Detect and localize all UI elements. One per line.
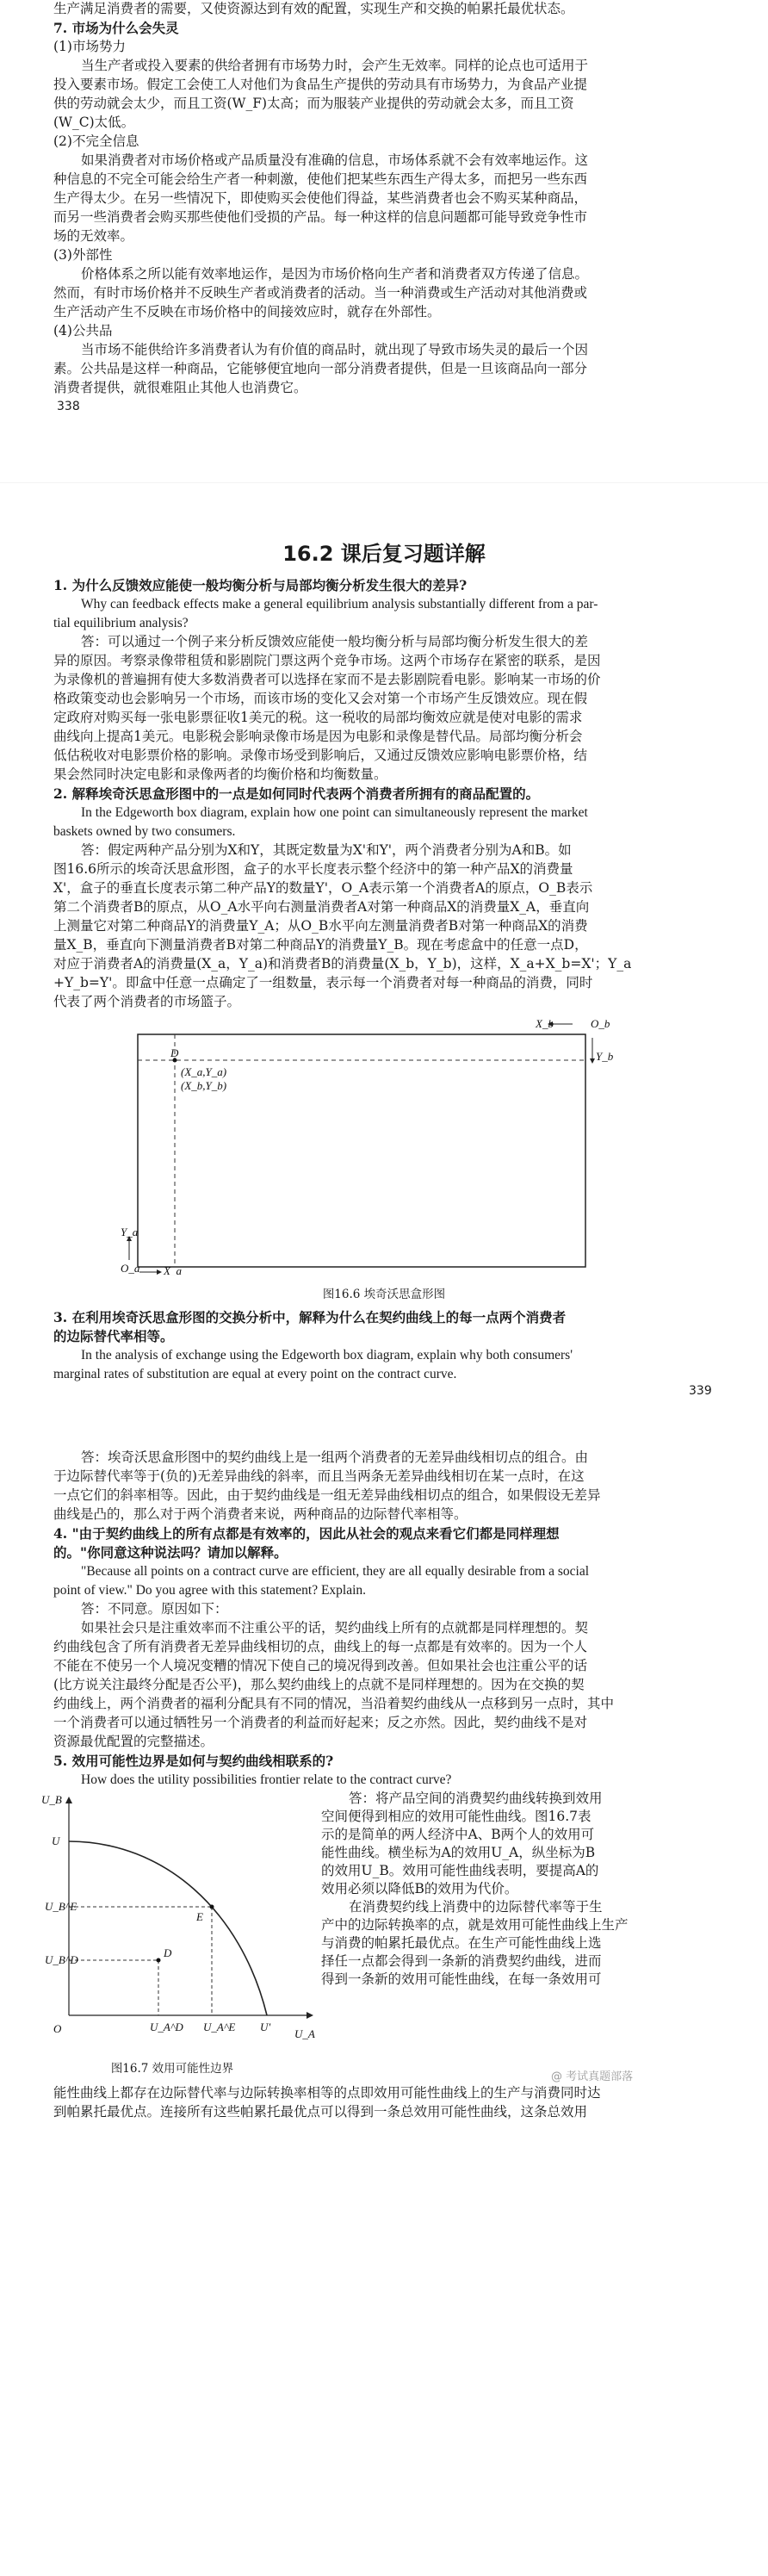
subsection-heading: (2)不完全信息: [53, 133, 139, 149]
question-3-english: In the analysis of exchange using the Edgeworth box diagram, explain why both consumers': [81, 1348, 573, 1362]
question-4-title: 4. "由于契约曲线上的所有点都是有效率的，因此从社会的观点来看它们都是同样理想: [53, 1525, 560, 1542]
label-u: U: [52, 1834, 60, 1847]
text-line: 当市场不能供给许多消费者认为有价值的商品时，就出现了导致市场失灵的最后一个因: [81, 342, 589, 357]
label-xa: X_a: [164, 1264, 182, 1276]
answer-line: +Y_b=Y'。即盒中任意一点确定了一组数量，表示每一个消费者对每一种商品的消费，同时: [53, 975, 593, 990]
text-line: (W_C)太低。: [53, 115, 135, 130]
text-line: 生产得太少。在另一些情况下，即使购买会使他们得益，某些消费者也会不购买某种商品，: [53, 190, 588, 206]
question-5-title: 5. 效用可能性边界是如何与契约曲线相联系的?: [53, 1753, 334, 1769]
label-xb: X_b: [536, 1017, 554, 1030]
text-line: 价格体系之所以能有效率地运作，是因为市场价格向生产者和消费者双方传递了信息。: [81, 266, 589, 282]
label-ub-e: U_B^E: [45, 1900, 77, 1913]
utility-frontier-curve: [69, 1841, 267, 2015]
section-title: 16.2 课后复习题详解: [282, 542, 486, 566]
answer-line: 曲线向上提高1美元。电影税会影响录像市场是因为电影和录像是替代品。局部均衡分析会: [53, 729, 583, 744]
answer-line: 于边际替代率等于(负的)无差异曲线的斜率，而且当两条无差异曲线相切在某一点时，在这: [53, 1468, 585, 1484]
answer-line: X'，盒子的垂直长度表示第二种产品Y的数量Y'，O_A表示第一个消费者A的原点，O_B表示: [53, 880, 593, 896]
figure-caption: 图16.7 效用可能性边界: [110, 2062, 234, 2076]
answer-line: 的效用U_B。效用可能性曲线表明，要提高A的: [321, 1863, 599, 1878]
section-heading: 7. 市场为什么会失灵: [53, 20, 179, 36]
text-line: 当生产者或投入要素的供给者拥有市场势力时，会产生无效率。同样的论点也可适用于: [81, 58, 589, 73]
figure-caption: 图16.6 埃奇沃思盒形图: [322, 1288, 446, 1301]
page-338: [0, 0, 768, 482]
question-2-english: baskets owned by two consumers.: [53, 824, 236, 839]
label-ub: U_B: [41, 1793, 62, 1806]
answer-line: 得到一条新的效用可能性曲线，在每一条效用可: [321, 1971, 602, 1987]
answer-line: 第二个消费者B的原点，从O_A水平向右测量消费者A对第一种商品X的消费量X_A，垂直向: [53, 899, 590, 915]
answer-line: 异的原因。考察录像带租赁和影剧院门票这两个竞争市场。这两个市场存在紧密的联系，是因: [53, 653, 601, 668]
answer-line: 为录像机的普遍拥有使大多数消费者可以选择在家而不是去影剧院看电影。影响某一市场的价: [53, 672, 601, 687]
question-3-english: marginal rates of substitution are equal at every point on the contract curve.: [53, 1367, 457, 1381]
answer-line: 择任一点都会得到一条新的消费契约曲线，进而: [321, 1953, 602, 1969]
utility-frontier-figure: [34, 1790, 319, 2048]
label-ua-d: U_A^D: [150, 2020, 183, 2033]
answer-line: 不能在不使另一个人境况变糟的情况下使自己的境况得到改善。但如果社会也注重公平的话: [53, 1658, 588, 1673]
answer-line: 与消费的帕累托最优点。在生产可能性曲线上选: [321, 1935, 602, 1951]
answer-line: 代表了两个消费者的市场篮子。: [53, 994, 241, 1009]
text-line: 场的无效率。: [53, 228, 134, 244]
answer-line: 定政府对购买每一张电影票征收1美元的税。这一税收的局部均衡效应就是使对电影的需求: [53, 710, 583, 725]
point-e: [210, 1905, 214, 1909]
label-ub-d: U_B^D: [45, 1953, 78, 1966]
text-line: 而另一些消费者会购买那些使他们受损的产品。每一种这样的信息问题都可能导致竞争性市: [53, 209, 588, 225]
label-u-prime: U': [260, 2020, 271, 2033]
question-1-english: tial equilibrium analysis?: [53, 616, 189, 630]
label-yb: Y_b: [596, 1050, 614, 1063]
edgeworth-box-figure: [121, 1017, 637, 1276]
page-number: 338: [57, 400, 80, 413]
axis-arrow: [65, 1797, 72, 1803]
subsection-heading: (1)市场势力: [53, 39, 126, 54]
question-3-title: 3. 在利用埃奇沃思盒形图的交换分析中，解释为什么在契约曲线上的每一点两个消费者: [53, 1309, 567, 1325]
subsection-heading: (4)公共品: [53, 323, 113, 338]
question-4-english: "Because all points on a contract curve are efficient, they are all equally desirable from a social: [81, 1564, 590, 1579]
question-2-title: 2. 解释埃奇沃思盒形图中的一点是如何同时代表两个消费者所拥有的商品配置的。: [53, 785, 540, 802]
label-ob: O_b: [591, 1017, 610, 1030]
answer-line: 约曲线上，两个消费者的福利分配具有不同的情况，当沿着契约曲线从一点移到另一点时，其中: [53, 1696, 615, 1711]
answer-line: 答：埃奇沃思盒形图中的契约曲线上是一组两个消费者的无差异曲线相切点的组合。由: [81, 1449, 589, 1465]
answer-line: (比方说关注最终分配是否公平)，那么契约曲线上的点就不是同样理想的。因为在交换的契: [53, 1677, 585, 1692]
page-340: [0, 1404, 768, 2576]
answer-line: 曲线是凸的，那么对于两个消费者来说，两种商品的边际替代率相等。: [53, 1506, 468, 1522]
question-1-title: 1. 为什么反馈效应能使一般均衡分析与局部均衡分析发生很大的差异?: [53, 577, 468, 593]
axis-arrow: [307, 2012, 313, 2019]
label-e: E: [196, 1910, 203, 1923]
answer-line: 对应于消费者A的消费量(X_a，Y_a)和消费者B的消费量(X_b，Y_b)，这样，X_a+X_b=X'；Y_a: [53, 956, 632, 971]
answer-line: 果会然同时决定电影和录像两者的均衡价格和均衡数量。: [53, 767, 387, 782]
text-line: 消费者提供，就很难阻止其他人也消费它。: [53, 380, 307, 395]
arrow-head: [157, 1269, 162, 1275]
watermark: @ 考试真题部落: [551, 2070, 634, 2083]
answer-line: 答：可以通过一个例子来分析反馈效应能使一般均衡分析与局部均衡分析发生很大的差: [81, 634, 589, 649]
answer-line: 示的是简单的两人经济中A、B两个人的效用可: [321, 1827, 595, 1842]
question-4-english: point of view." Do you agree with this statement? Explain.: [53, 1583, 367, 1598]
answer-line: 上测量它对第二种商品Y的消费量Y_A；从O_B水平向左测量消费者B对第一种商品X的消费: [53, 918, 588, 934]
text-line: 投入要素市场。假定工会使工人对他们为食品生产提供的劳动具有市场势力，为食品产业提: [53, 77, 588, 92]
answer-line: 图16.6所示的埃奇沃思盒形图，盒子的水平长度表示整个经济中的第一种产品X的消费量: [53, 861, 573, 877]
answer-wrap-column: [321, 1790, 717, 1989]
question-1-english: Why can feedback effects make a general equilibrium analysis substantially different from a par-: [81, 597, 598, 611]
question-3-title: 的边际替代率相等。: [53, 1328, 174, 1344]
question-2-english: In the Edgeworth box diagram, explain how one point can simultaneously represent the market: [81, 805, 588, 820]
answer-line: 如果社会只是注重效率而不注重公平的话，契约曲线上所有的点就都是同样理想的。契: [81, 1620, 589, 1636]
label-d: D: [164, 1946, 172, 1959]
label-xa-ya: (X_a,Y_a): [181, 1065, 227, 1078]
text-line: 种信息的不完全可能会给生产者一种刺激，使他们把某些东西生产得太多，而把另一些东西: [53, 171, 588, 187]
answer-line: 能性曲线。横坐标为A的效用U_A，纵坐标为B: [321, 1845, 596, 1860]
label-oa: O_a: [121, 1262, 140, 1275]
label-xb-yb: (X_b,Y_b): [181, 1079, 227, 1092]
label-d: D: [170, 1046, 179, 1059]
answer-line: 一点它们的斜率相等。因此，由于契约曲线是一组无差异曲线相切点的组合，如果假设无差异: [53, 1487, 601, 1503]
label-ua: U_A: [294, 2027, 315, 2040]
answer-line: 答：假定两种产品分别为X和Y，其既定数量为X'和Y'，两个消费者分别为A和B。如: [81, 842, 572, 858]
label-ya: Y_a: [121, 1226, 139, 1238]
answer-line: 格政策变动也会影响另一个市场，而该市场的变化又会对第一个市场产生反馈效应。现在假: [53, 691, 588, 706]
answer-line: 在消费契约线上消费中的边际替代率等于生: [349, 1899, 603, 1915]
answer-line: 一个消费者可以通过牺牲另一个消费者的利益而好起来；反之亦然。因此，契约曲线不是对: [53, 1715, 588, 1730]
answer-line: 效用必须以降低B的效用为代价。: [321, 1881, 518, 1896]
text-line: 供的劳动就会太少，而且工资(W_F)太高；而为服装产业提供的劳动就会太多，而且工资: [53, 96, 574, 111]
subsection-heading: (3)外部性: [53, 247, 113, 263]
answer-line: 产中的边际转换率的点，就是效用可能性曲线上生产: [321, 1917, 629, 1933]
answer-line: 量X_B，垂直向下测量消费者B对第二种商品Y的消费量Y_B。现在考虑盒中的任意一点D，: [53, 937, 588, 953]
page-number: 339: [689, 1384, 712, 1398]
text-line: 生产活动产生不反映在市场价格中的间接效应时，就存在外部性。: [53, 304, 441, 320]
text-line: 如果消费者对市场价格或产品质量没有准确的信息，市场体系就不会有效率地运作。这: [81, 152, 589, 168]
text-line: 然而，有时市场价格并不反映生产者或消费者的活动。当一种消费或生产活动对其他消费或: [53, 285, 588, 301]
answer-line: 答：将产品空间的消费契约曲线转换到效用: [349, 1791, 603, 1806]
point-d: [157, 1958, 161, 1963]
page-339: [0, 482, 768, 1405]
label-origin: O: [53, 2022, 62, 2035]
text-line: 素。公共品是这样一种商品，它能够便宜地向一部分消费者提供，但是一旦该商品向一部分: [53, 361, 588, 376]
text-line: 生产满足消费者的需要，又使资源达到有效的配置，实现生产和交换的帕累托最优状态。: [53, 1, 574, 16]
answer-line: 能性曲线上都存在边际替代率与边际转换率相等的点即效用可能性曲线上的生产与消费同时达: [53, 2085, 601, 2101]
answer-line: 到帕累托最优点。连接所有这些帕累托最优点可以得到一条总效用可能性曲线，这条总效用: [53, 2104, 588, 2120]
answer-line: 低估税收对电影票价格的影响。录像市场受到影响后，又通过反馈效应影响电影票价格，结: [53, 748, 588, 763]
arrow-head: [590, 1058, 595, 1064]
question-5-english: How does the utility possibilities frontier relate to the contract curve?: [81, 1772, 452, 1787]
answer-head: 答：不同意。原因如下：: [81, 1601, 228, 1617]
answer-line: 约曲线包含了所有消费者无差异曲线相切的点，曲线上的每一点都是有效率的。因为一个人: [53, 1639, 588, 1654]
label-ua-e: U_A^E: [203, 2020, 236, 2033]
answer-line: 空间便得到相应的效用可能性曲线。图16.7表: [321, 1809, 591, 1824]
question-4-title: 的。"你同意这种说法吗？请加以解释。: [53, 1544, 288, 1561]
answer-line: 资源最优配置的完整描述。: [53, 1734, 214, 1749]
